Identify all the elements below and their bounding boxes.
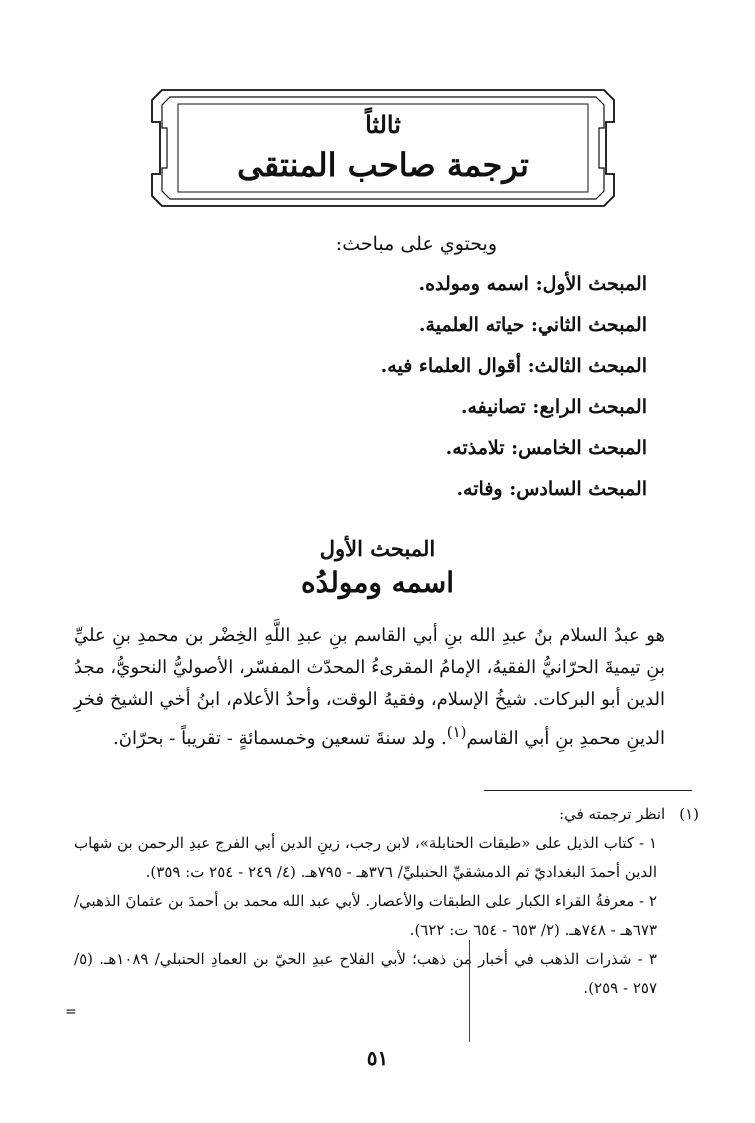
footnote-item: ٢ - معرفةُ القراء الكبار على الطبقات والأعصار. لأبي عبد الله محمد بن أحمدَ بن عثمانَ الذهبي/ ٦٧٣هـ - ٧٤٨هـ. (٢/ ٦٥٣ - ٦٥٤ ت: ٦٢٢). [74,892,657,939]
footnote-item: ١ - كتاب الذيل على «طبقات الحنابلة»، لابن رجب، زينِ الدين أبي الفرج عبدِ الرحمن بن شهاب الدين أحمدَ البغداديّ ثم الدمشقيِّ الحنبليِّ/ ٣٧٦هـ - ٧٩٥هـ. (٤/ ٢٤٩ - ٢٥٤ ت: ٣٥٩). [74,834,657,881]
outline-item: المبحث الرابع: تصانيفه. [460,396,647,418]
outline-item: المبحث السادس: وفاته. [456,478,647,500]
page-number: ٥١ [366,1046,389,1070]
chapter-ordinal: ثالثاً [365,110,401,139]
outline-item: المبحث الأول: اسمه ومولده. [418,273,647,295]
continuation-mark: = [65,1004,77,1020]
frame-heading [148,86,618,210]
section-title: اسمه ومولدُه [300,566,455,599]
footnote-head [74,800,699,829]
body-paragraph [74,620,665,755]
outline-item: المبحث الثالث: أقوال العلماء فيه. [380,355,647,377]
section-subtitle: المبحث الأول [319,536,436,561]
footnotes [74,800,699,1003]
chapter-title: ترجمة صاحب المنتقى [237,146,529,184]
outline-item: المبحث الخامس: تلامذته. [445,437,647,459]
footnote-ref: (١) [446,723,467,741]
footnote-separator [484,790,692,791]
outline-list [127,268,647,514]
scan-line-artifact [469,940,470,1042]
footnote-number: (١) [679,805,699,823]
outline-item: المبحث الثاني: حياته العلمية. [418,314,647,336]
footnote-lead: انظر ترجمته في: [559,805,666,823]
outline-intro: ويحتوي على مباحث: [335,233,497,255]
footnote-item: ٣ - شذرات الذهب في أخبار من ذهب؛ لأبي الفلاح عبدِ الحيّ بن العمادِ الحنبلي/ ١٠٨٩هـ. (٥/ ٢٥٧ - ٢٥٩). [74,950,657,997]
body-text-main: هو عبدُ السلام بنُ عبدِ الله بنِ أبي القاسم بنِ عبدِ اللَّهِ الخِضْر بن محمدِ بنِ عليِّ بنِ تيميةَ الحرّانيُّ الفقيهُ، الإمامُ المقرىءُ المحدّث المفسّر، الأصوليُّ النحويُّ، مجدُ الدين أبو البركات. شيخُ الإسلام، وفقيهُ الوقت، وأحدُ الأعلام، ابنُ أخي الشيخ فخرِ الدينِ محمدِ بنِ أبي القاسم [74,625,665,749]
body-text-end: . ولد سنةَ تسعين وخمسمائةٍ - تقريباً - بحرّانَ. [113,728,447,749]
